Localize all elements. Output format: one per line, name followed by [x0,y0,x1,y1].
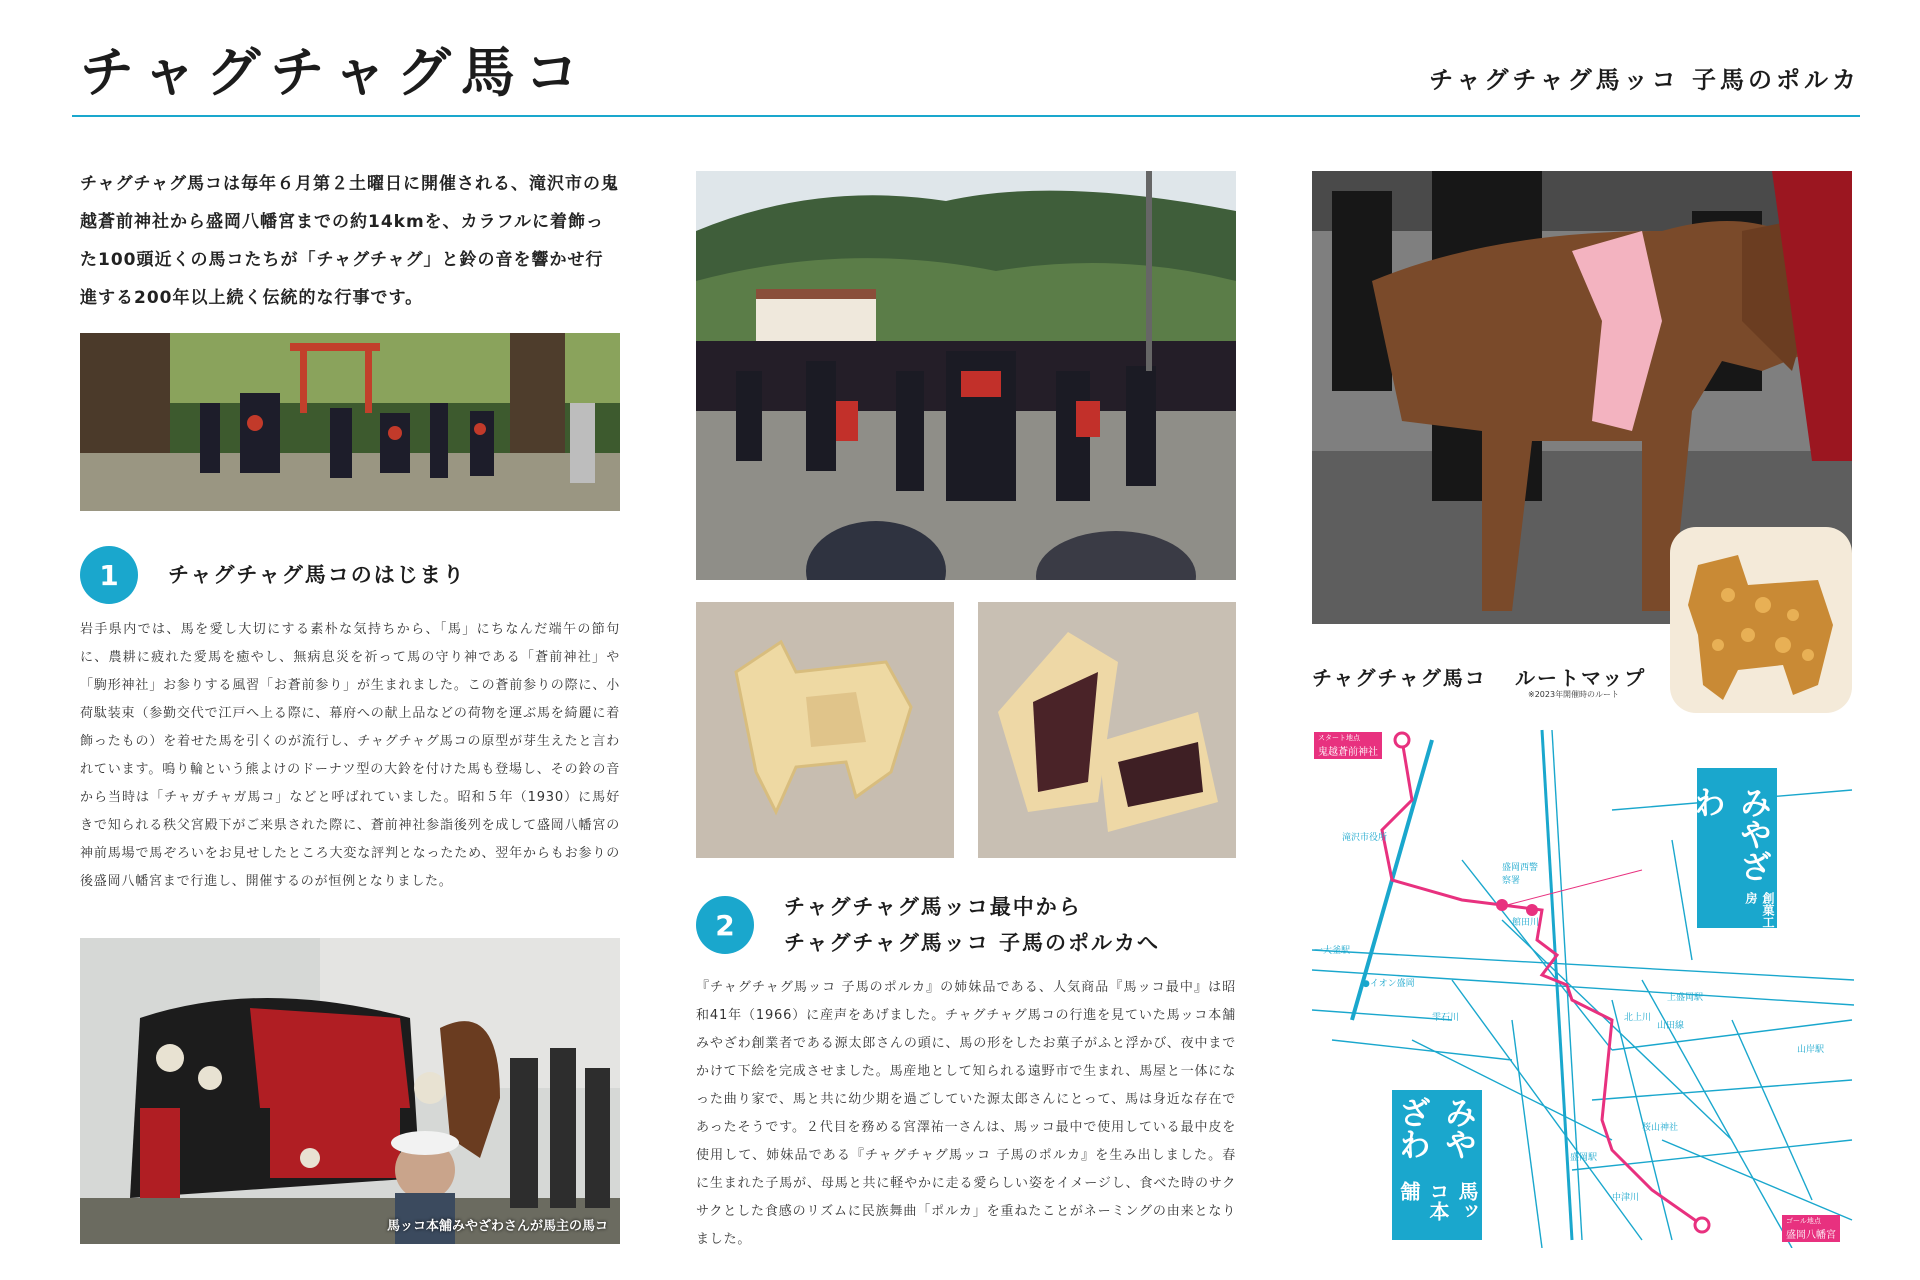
map-start-tag: スタート地点 [1318,734,1360,742]
map-note: ※2023年開催時のルート [1528,690,1620,699]
section-1-badge: 1 [80,546,138,604]
brand2-line1: 馬ッコ本舗 [1397,1181,1479,1222]
brand1-line1: 創菓工房 [1744,892,1775,928]
polka-cookie-image [1668,525,1854,715]
map-title-right: ルートマップ [1515,666,1647,690]
map-label-kitakami: 北上川 [1624,1013,1652,1023]
map-title-left: チャグチャグ馬コ [1312,666,1487,690]
photo-shrine-procession [80,333,620,511]
section-1-heading: チャグチャグ馬コのはじまり [168,563,466,587]
map-label-osawa: 一大釜駅 [1314,946,1351,956]
map-label-sakurayama: 桜山神社 [1642,1123,1679,1133]
page-subtitle: チャグチャグ馬ッコ 子馬のポルカ [1429,66,1860,94]
map-label-yamada-line: 山田線 [1657,1021,1685,1031]
map-label-kamimorioka: 上盛岡駅 [1667,993,1704,1003]
brand2-line2: みやざわ [1394,1096,1478,1160]
section-2-badge: 2 [696,896,754,954]
map-goal-label [1782,1215,1840,1242]
map-label-yamagishi: 山岸駅 [1797,1045,1825,1055]
section-2-heading-line1: チャグチャグ馬ッコ最中から [784,895,1082,919]
map-label-nakatsu: 中津川 [1612,1193,1640,1203]
intro-paragraph: チャグチャグ馬コは毎年６月第２土曜日に開催される、滝沢市の鬼越蒼前神社から盛岡八幡宮までの約14kmを、カラフルに着飾った100頭近くの馬コたちが「チャグチャグ」と鈴の音を響かせ行進する200年以上続く伝統的な行事です。 [80,174,619,308]
map-goal-tag: ゴール地点 [1786,1217,1821,1225]
section-2-body: 『チャグチャグ馬ッコ 子馬のポルカ』の姉妹品である、人気商品『馬ッコ最中』は昭和41年（1966）に産声をあげました。チャグチャグ馬コの行進を見ていた馬ッコ本舗みやざわ創業者である源太郎さんの頭に、馬の形をしたお菓子がふと浮かび、夜中までかけて下絵を完成させました。馬産地として知られる遠野市で生まれ、馬屋と一体になった曲り家で、馬と共に幼少期を過ごしていた源太郎さんにとって、馬は身近な存在であったそうです。２代目を務める宮澤祐一さんは、馬ッコ最中で使用している最中皮を使用して、姉妹品である『チャグチャグ馬ッコ 子馬のポルカ』を生み出しました。春に生まれた子馬が、母馬と共に軽やかに走る愛らしい姿をイメージし、食べた時のサクサクとした食感のリズムに民族舞曲「ポルカ」を重ねたことがネーミングの由来となりました。 [696,980,1236,1247]
header-rule [72,115,1860,117]
brand1-line2: みやざわ [1689,786,1773,882]
map-label-shizukuishi-river: 雫石川 [1432,1013,1460,1023]
map-goal-name: 盛岡八幡宮 [1786,1230,1836,1241]
photo-decorated-horse [80,938,620,1244]
map-start-name: 鬼越蒼前神社 [1318,747,1378,758]
map-label-takizawa: 滝沢市役所 [1342,833,1388,843]
photo-monaka-whole [696,602,954,858]
section-1-body: 岩手県内では、馬を愛し大切にする素朴な気持ちから、「馬」にちなんだ端午の節句に、農耕に疲れた愛馬を癒やし、無病息災を祈って馬の守り神である「蒼前神社」や「駒形神社」お参りする風習「お蒼前参り」が生まれました。この蒼前参りの際に、小荷駄装束（参勤交代で江戸へ上る際に、幕府への献上品などの荷物を運ぶ馬を綺麗に着飾ったもの）を着せた馬を引くのが流行し、チャグチャグ馬コの原型が芽生えたと言われています。鳴り輪という熊よけのドーナツ型の大鈴を付けた馬も登場し、その鈴の音から当時は「チャガチャガ馬コ」などと呼ばれていました。昭和５年（1930）に馬好きで知られる秩父宮殿下がご来県された際に、蒼前神社参詣後列を成して盛岡八幡宮の神前馬場で馬ぞろいをお見せしたところ大変な評判となったため、翌年からもお参りの後盛岡八幡宮まで行進し、開催するのが恒例となりました。 [80,622,620,889]
photo-parade-street [696,171,1236,580]
photo-caption: 馬ッコ本舗みやざわさんが馬主の馬コ [386,1219,608,1234]
brand-sokakobo-miyazawa [1689,768,1777,928]
page-title: チャグチャグ馬コ [80,41,589,104]
map-label-morioka-station: 盛岡駅 [1570,1153,1598,1163]
photo-monaka-cut [978,602,1236,858]
map-label-aeon: ●イオン盛岡 [1362,979,1415,989]
map-label-morioka-nishi: 盛岡西警察署 [1502,863,1539,886]
section-2-heading-line2: チャグチャグ馬ッコ 子馬のポルカへ [784,931,1161,955]
map-label-tateda: 館田川 [1512,918,1540,928]
brand-umakko-honpo-miyazawa [1392,1090,1482,1240]
map-start-label [1314,732,1382,759]
route-map [1312,720,1854,1248]
